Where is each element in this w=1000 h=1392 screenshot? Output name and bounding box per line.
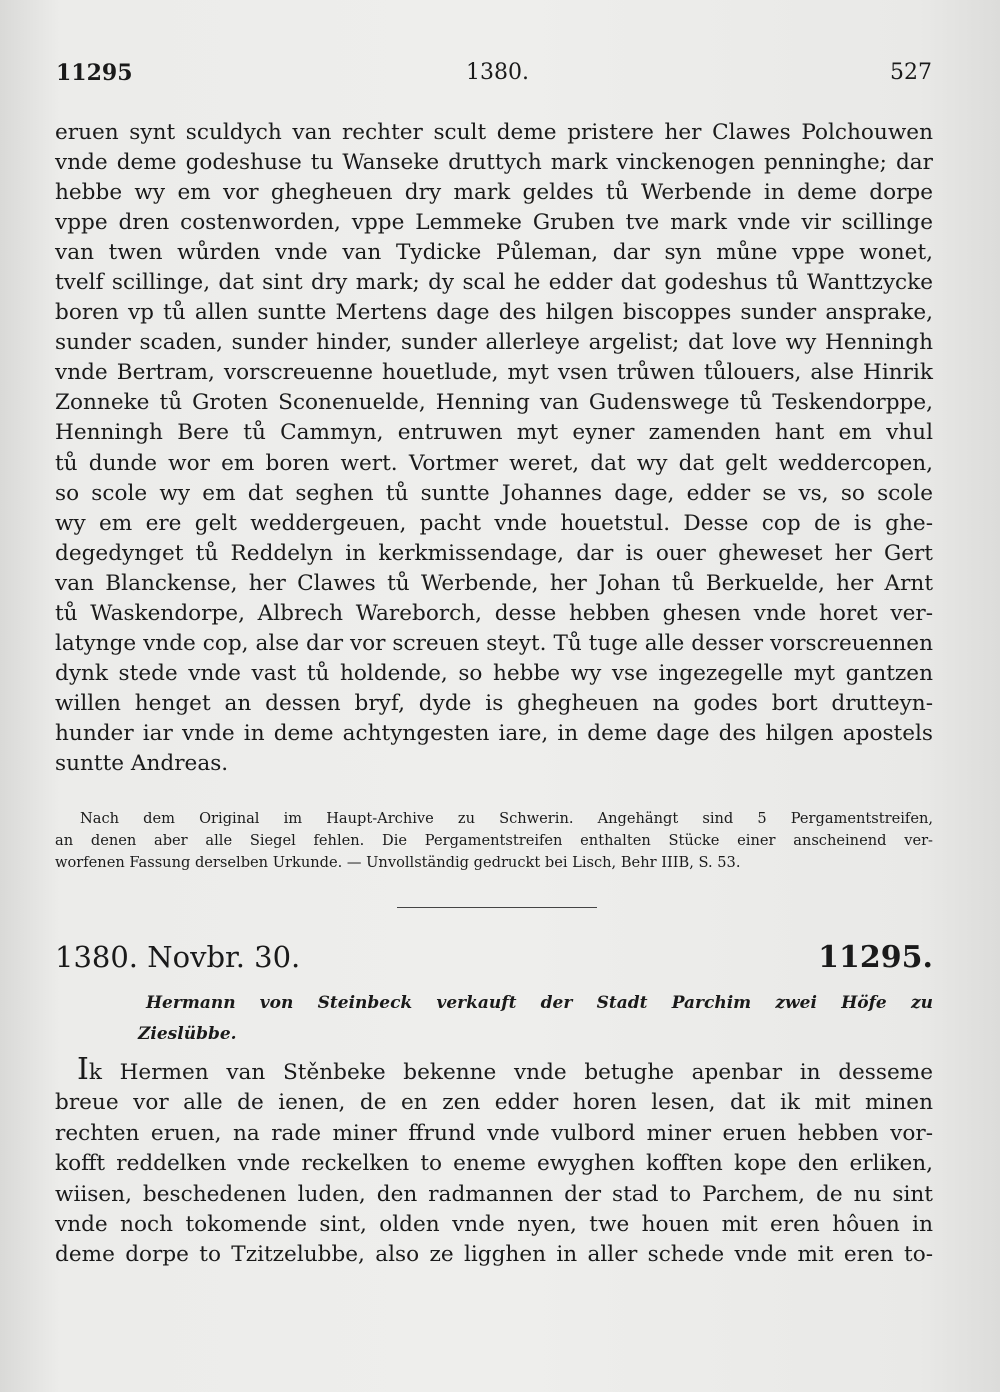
text-line: degedynget tů Reddelyn in kerkmissendage, dar is ouer gheweset her Gert xyxy=(55,540,933,566)
text-line: wiisen, beschedenen luden, den radmannen der stad to Parchem, de nu sint xyxy=(55,1181,933,1207)
page-header xyxy=(56,60,932,92)
text-line: willen henget an dessen bryf, dyde is ghegheuen na godes bort drutteyn- xyxy=(55,690,933,716)
text-line: eruen synt sculdych van rechter scult deme pristere her Clawes Polchouwen xyxy=(55,120,933,145)
text-line: boren vp tů allen suntte Mertens dage des hilgen biscoppes sunder ansprake, xyxy=(55,300,933,326)
header-year: 1380. xyxy=(466,60,529,85)
text-line: hebbe wy em vor ghegheuen dry mark geldes tů Werbende in deme dorpe xyxy=(55,180,933,206)
text-line: vppe dren costenworden, vppe Lemmeke Gruben tve mark vnde vir scillinge xyxy=(55,210,933,236)
entry-summary xyxy=(138,988,933,1050)
charter-continuation xyxy=(55,118,933,779)
note-line: worfenen Fassung derselben Urkunde. — Unvollständig gedruckt bei Lisch, Behr IIIB, S. 53. xyxy=(55,854,741,871)
text-line: Zonneke tů Groten Sconenuelde, Henning van Gudenswege tů Teskendorppe, xyxy=(55,390,933,416)
text-line: tů dunde wor em boren wert. Vortmer weret, dat wy dat gelt weddercopen, xyxy=(55,450,933,476)
text-line: rechten eruen, na rade miner ffrund vnde vulbord miner eruen hebben vor- xyxy=(55,1120,933,1146)
text-line: suntte Andreas. xyxy=(55,750,229,776)
text-line: wy em ere gelt weddergeuen, pacht vnde houetstul. Desse cop de is ghe- xyxy=(55,510,933,536)
header-page-number: 527 xyxy=(890,60,932,85)
text-line: tvelf scillinge, dat sint dry mark; dy scal he edder dat godeshus tů Wanttzycke xyxy=(55,270,933,296)
text-line: van twen wůrden vnde van Tydicke Půleman, dar syn můne vppe wonet, xyxy=(55,240,933,266)
text-line: vnde Bertram, vorscreuenne houetlude, myt vsen trůwen tůlouers, alse Hinrik xyxy=(55,360,933,386)
section-divider xyxy=(397,907,597,908)
charter-text xyxy=(55,1052,933,1271)
text-line: Henningh Bere tů Cammyn, entruwen myt eyner zamenden hant em vhul xyxy=(55,420,933,446)
note-line: an denen aber alle Siegel fehlen. Die Pergamentstreifen enthalten Stücke einer anscheinend ver- xyxy=(55,832,933,849)
entry-date: 1380. Novbr. 30. xyxy=(55,940,301,974)
note-line: Nach dem Original im Haupt-Archive zu Schwerin. Angehängt sind 5 Pergamentstreifen, xyxy=(80,810,933,827)
text-line: sunder scaden, sunder hinder, sunder allerleye argelist; dat love wy Henningh xyxy=(55,330,933,356)
text-line: van Blanckense, her Clawes tů Werbende, her Johan tů Berkuelde, her Arnt xyxy=(55,570,933,596)
first-text-line xyxy=(55,1052,933,1088)
text-line: deme dorpe to Tzitzelubbe, also ze ligghen in aller schede vnde mit eren to- xyxy=(55,1242,933,1268)
text-line: so scole wy em dat seghen tů suntte Johannes dage, edder se vs, so scole xyxy=(55,480,933,506)
source-note xyxy=(55,808,933,874)
summary-line: Hermann von Steinbeck verkauft der Stadt Parchim zwei Höfe zu xyxy=(146,993,933,1013)
text-line: tů Waskendorpe, Albrech Wareborch, desse hebben ghesen vnde horet ver- xyxy=(55,600,933,626)
text-line: dynk stede vnde vast tů holdende, so hebbe wy vse ingezegelle myt gantzen xyxy=(55,660,933,686)
entry-heading xyxy=(55,940,933,984)
dropcap: I xyxy=(77,1052,89,1087)
text-line: breue vor alle de ienen, de en zen edder horen lesen, dat ik mit minen xyxy=(55,1090,933,1116)
summary-line: Zieslübbe. xyxy=(138,1024,237,1044)
text-line: vnde noch tokomende sint, olden vnde nyen, twe houen mit eren hôuen in xyxy=(55,1211,933,1237)
text-line: hunder iar vnde in deme achtyngesten iare, in deme dage des hilgen apostels xyxy=(55,720,933,746)
text-line: kofft reddelken vnde reckelken to eneme ewyghen kofften kope den erliken, xyxy=(55,1151,933,1177)
header-document-number: 11295 xyxy=(56,60,133,86)
text-line: vnde deme godeshuse tu Wanseke druttych mark vinckenogen penninghe; dar xyxy=(55,150,933,176)
text-line: latynge vnde cop, alse dar vor screuen steyt. Tů tuge alle desser vorscreuennen xyxy=(55,630,933,656)
entry-number: 11295. xyxy=(818,940,933,975)
first-line-rest: k Hermen van Stěnbeke bekenne vnde betughe apenbar in desseme xyxy=(88,1060,933,1085)
